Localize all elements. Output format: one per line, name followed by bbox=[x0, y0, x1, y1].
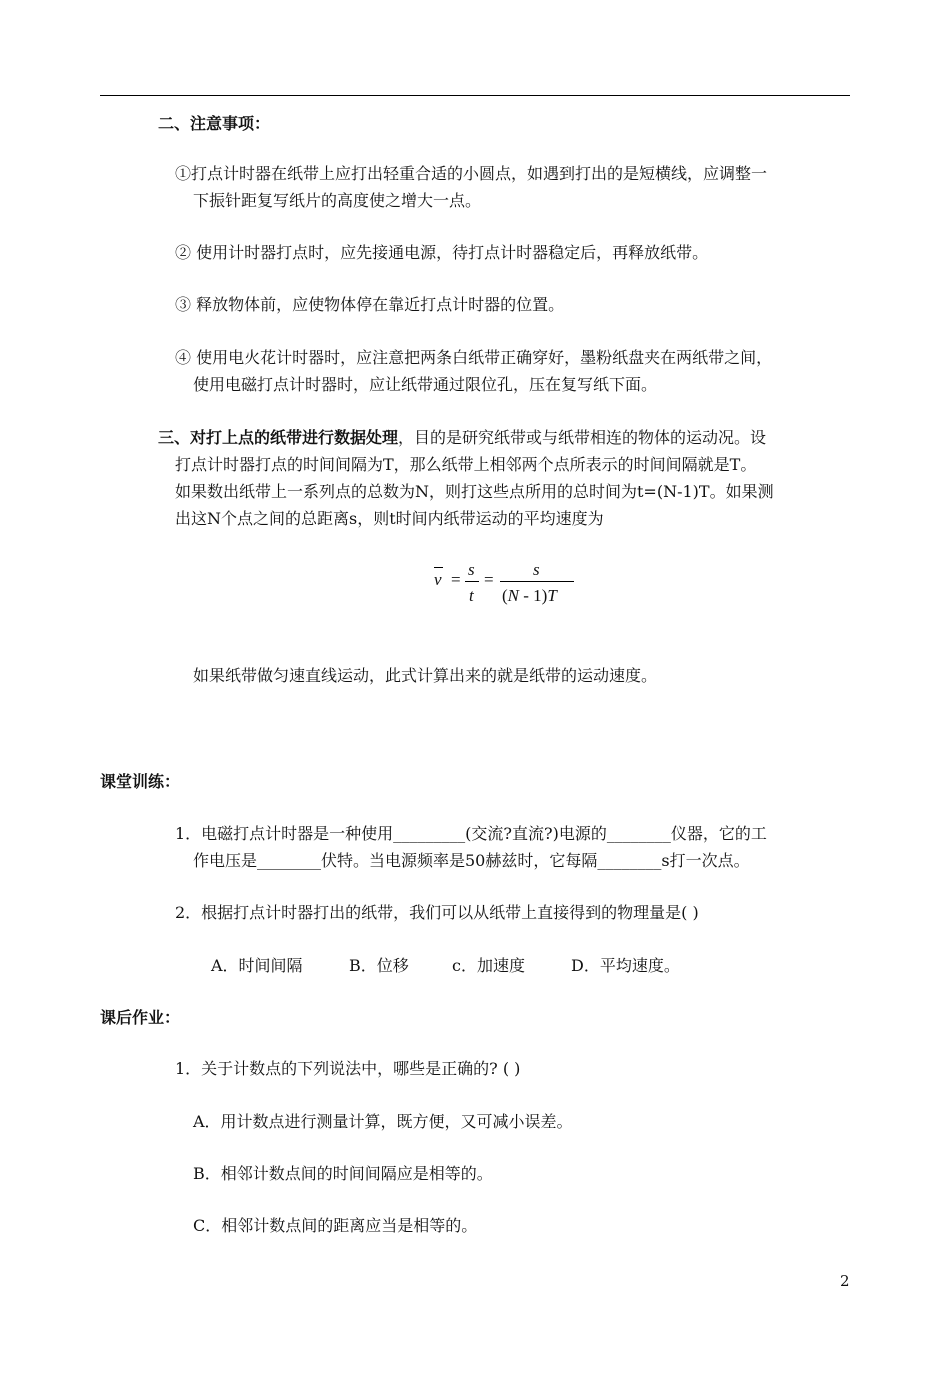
formula-t-denominator: t bbox=[469, 586, 474, 605]
section3-conclusion: 如果纸带做匀速直线运动，此式计算出来的就是纸带的运动速度。 bbox=[193, 666, 658, 685]
homework-q1: 1．关于计数点的下列说法中，哪些是正确的? ( ) bbox=[175, 1059, 521, 1078]
classroom-q1-line-1: 1．电磁打点计时器是一种使用_________(交流?直流?)电源的________仪器，它的工 bbox=[175, 824, 767, 843]
formula-eq-2: = bbox=[484, 570, 494, 589]
section3-line-1 bbox=[158, 428, 766, 448]
note-item-4-line-1: ④ 使用电火花计时器时，应注意把两条白纸带正确穿好，墨粉纸盘夹在两纸带之间， bbox=[175, 348, 773, 367]
homework-q1-option-b: B．相邻计数点间的时间间隔应是相等的。 bbox=[193, 1164, 493, 1183]
classroom-q2-option-a: A．时间间隔 bbox=[211, 956, 303, 975]
classroom-q2-option-c: c．加速度 bbox=[452, 956, 525, 975]
section2-heading: 二、注意事项： bbox=[158, 114, 271, 133]
note-item-1-line-2: 下振针距复写纸片的高度使之增大一点。 bbox=[193, 191, 482, 210]
homework-q1-option-a: A．用计数点进行测量计算，既方便，又可减小误差。 bbox=[193, 1112, 573, 1131]
classroom-q2-option-d: D．平均速度。 bbox=[571, 956, 680, 975]
classroom-heading: 课堂训练： bbox=[100, 772, 181, 791]
header-rule bbox=[100, 95, 850, 96]
classroom-q2-option-b: B．位移 bbox=[349, 956, 409, 975]
classroom-q2: 2．根据打点计时器打出的纸带，我们可以从纸带上直接得到的物理量是( ) bbox=[175, 903, 699, 922]
note-item-2: ② 使用计时器打点时，应先接通电源，待打点计时器稳定后，再释放纸带。 bbox=[175, 243, 709, 262]
note-item-1-line-1: ①打点计时器在纸带上应打出轻重合适的小圆点，如遇到打出的是短横线，应调整一 bbox=[175, 164, 768, 183]
average-velocity-formula bbox=[432, 560, 592, 616]
homework-heading: 课后作业： bbox=[100, 1008, 181, 1027]
section3-heading: 三、对打上点的纸带进行数据处理 bbox=[158, 428, 399, 447]
page-number: 2 bbox=[840, 1272, 850, 1290]
fraction-line-1 bbox=[465, 581, 479, 582]
section3-line-2: 打点计时器打点的时间间隔为T，那么纸带上相邻两个点所表示的时间间隔就是T。 bbox=[175, 455, 757, 474]
v-bar bbox=[434, 567, 443, 568]
note-item-3: ③ 释放物体前，应使物体停在靠近打点计时器的位置。 bbox=[175, 295, 565, 314]
homework-q1-option-c: C．相邻计数点间的距离应当是相等的。 bbox=[193, 1216, 478, 1235]
fraction-line-2 bbox=[500, 581, 574, 582]
formula-eq-1: = bbox=[451, 570, 461, 589]
section3-line-4: 出这N个点之间的总距离s，则t时间内纸带运动的平均速度为 bbox=[175, 509, 604, 528]
formula-s-numerator-1: s bbox=[468, 560, 475, 579]
note-item-4-line-2: 使用电磁打点计时器时，应让纸带通过限位孔，压在复写纸下面。 bbox=[193, 375, 658, 394]
section3-line-1-rest: ，目的是研究纸带或与纸带相连的物体的运动况。设 bbox=[398, 428, 767, 447]
formula-denominator: (N - 1)T bbox=[502, 586, 557, 605]
formula-s-numerator-2: s bbox=[533, 560, 540, 579]
formula-v: v bbox=[434, 570, 442, 589]
classroom-q1-line-2: 作电压是________伏特。当电源频率是50赫兹时，它每隔________s打一次点。 bbox=[193, 851, 750, 870]
section3-line-3: 如果数出纸带上一系列点的总数为N，则打这些点所用的总时间为t=(N-1)T。如果测 bbox=[175, 482, 774, 501]
